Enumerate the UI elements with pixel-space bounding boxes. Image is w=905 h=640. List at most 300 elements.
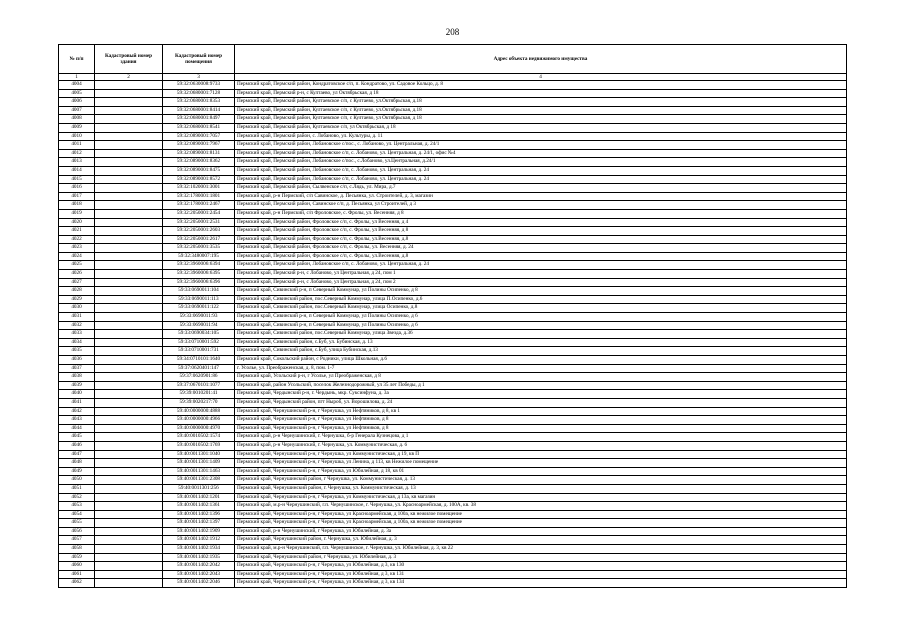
cell-address: Пермский край, Чернушинский район, г. Чернушка, ул. Коммунистическая, д. 13: [235, 484, 847, 493]
cell-cadastral-room: 59:32:0680001:7128: [163, 89, 235, 98]
cell-row-number: 4034: [59, 338, 95, 347]
table-row: [59, 398, 847, 407]
property-registry-table: [58, 44, 847, 588]
cell-row-number: 4055: [59, 519, 95, 528]
cell-cadastral-room: 59:32:3960006:6396: [163, 278, 235, 287]
cell-address: Пермский край, Чернушинский р-н, г Чернушка, ул Юбилейная, д 3, кв 134: [235, 579, 847, 588]
cell-cadastral-room: 59:40:0011402:1361: [163, 502, 235, 511]
cell-address: Пермский край, Пермский район, Лобановское с/п, с. Лобаново, ул. Центральная, д. 24: [235, 166, 847, 175]
table-row: [59, 545, 847, 554]
cell-address: Пермский край, Сивинский район, пос.Северный Коммунар, улица Звезда, д.36: [235, 330, 847, 339]
table-row: [59, 553, 847, 562]
cell-address: Пермский край, Пермский район, Фроловское с/п, с. Фролы, ул.Весенняя, д.8: [235, 235, 847, 244]
cell-cadastral-building: [95, 123, 163, 132]
table-row: [59, 209, 847, 218]
cell-row-number: 4045: [59, 433, 95, 442]
cell-cadastral-building: [95, 295, 163, 304]
cell-row-number: 4009: [59, 123, 95, 132]
cell-cadastral-room: 59:34:0710101:1640: [163, 356, 235, 365]
column-number: 3: [163, 74, 235, 81]
cell-cadastral-room: 59:40:0010502:1769: [163, 441, 235, 450]
cell-cadastral-room: 59:32:2050001:2454: [163, 209, 235, 218]
cell-cadastral-room: 59:32:1780001:2467: [163, 201, 235, 210]
cell-row-number: 4033: [59, 330, 95, 339]
cell-row-number: 4032: [59, 321, 95, 330]
cell-cadastral-building: [95, 441, 163, 450]
cell-row-number: 4062: [59, 579, 95, 588]
table-row: [59, 184, 847, 193]
table-row: [59, 141, 847, 150]
cell-row-number: 4029: [59, 295, 95, 304]
column-number: 2: [95, 74, 163, 81]
cell-row-number: 4042: [59, 407, 95, 416]
cell-address: Пермский край, Чернушинский р-н, г Чернушка, ул Юбилейная, д 18, кв 01: [235, 467, 847, 476]
cell-row-number: 4007: [59, 106, 95, 115]
cell-cadastral-building: [95, 510, 163, 519]
cell-row-number: 4037: [59, 364, 95, 373]
cell-cadastral-room: 59:40:0000000:4970: [163, 424, 235, 433]
page-number: 208: [445, 27, 460, 37]
cell-cadastral-room: 59:40:0011301:1409: [163, 459, 235, 468]
cell-row-number: 4028: [59, 287, 95, 296]
cell-row-number: 4015: [59, 175, 95, 184]
cell-row-number: 4004: [59, 81, 95, 90]
table-row: [59, 416, 847, 425]
cell-cadastral-building: [95, 527, 163, 536]
cell-cadastral-room: 59:32:1780001:1801: [163, 192, 235, 201]
cell-row-number: 4010: [59, 132, 95, 141]
table-row: [59, 89, 847, 98]
cell-cadastral-room: 59:40:0000000:4966: [163, 416, 235, 425]
cell-row-number: 4027: [59, 278, 95, 287]
cell-cadastral-building: [95, 261, 163, 270]
cell-cadastral-building: [95, 536, 163, 545]
cell-address: Пермский край, Пермский район, Култаевское с/п, с Култаево, ул.Октябрьская, д.18: [235, 106, 847, 115]
table-row: [59, 175, 847, 184]
cell-cadastral-building: [95, 373, 163, 382]
table-row: [59, 278, 847, 287]
cell-address: Пермский край, Чернушинский р-н, г Чернушка, ул Нефтяников, д 8, кв 1: [235, 407, 847, 416]
cell-cadastral-room: 59:32:0890001:8475: [163, 166, 235, 175]
cell-row-number: 4021: [59, 227, 95, 236]
cell-cadastral-building: [95, 450, 163, 459]
table-row: [59, 321, 847, 330]
cell-address: Пермский край, р-н Чернушинский, г. Чернушка, б-р Генерала Кузнецова, д 1: [235, 433, 847, 442]
cell-cadastral-building: [95, 356, 163, 365]
table-row: [59, 570, 847, 579]
cell-address: Пермский край, Пермский р-н, с Култаево, ул Октябрьская, д 18: [235, 89, 847, 98]
cell-row-number: 4016: [59, 184, 95, 193]
cell-cadastral-building: [95, 270, 163, 279]
cell-cadastral-room: 59:32:0890001:7967: [163, 141, 235, 150]
column-number-row: [59, 74, 847, 81]
cell-row-number: 4036: [59, 356, 95, 365]
cell-cadastral-room: 59:40:0011301:2308: [163, 476, 235, 485]
table-row: [59, 493, 847, 502]
header-num: № п/п: [59, 45, 95, 74]
cell-row-number: 4008: [59, 115, 95, 124]
cell-cadastral-building: [95, 433, 163, 442]
table-row: [59, 407, 847, 416]
table-row: [59, 201, 847, 210]
cell-address: Пермский край, Сивинский район, пос.Северный Коммунар, улица П.Осипенко, д.6: [235, 295, 847, 304]
cell-cadastral-building: [95, 570, 163, 579]
cell-address: Пермский край, Пермский район, Култаевское с/п, с Култаево, ул.Октябрьская, д.18: [235, 98, 847, 107]
cell-cadastral-building: [95, 184, 163, 193]
cell-cadastral-building: [95, 227, 163, 236]
cell-address: Пермский край, Чердынский р-н, г. Чердынь, мкр. Суксинфуна, д. 3а: [235, 390, 847, 399]
table-row: [59, 270, 847, 279]
cell-row-number: 4058: [59, 545, 95, 554]
table-row: [59, 527, 847, 536]
cell-cadastral-room: 59:32:0680001:8353: [163, 98, 235, 107]
cell-address: Пермский край, Пермский район, Лобановское с/пос., с.Лобаново, ул.Центральная, д.24/1: [235, 158, 847, 167]
cell-cadastral-room: 59:40:0011301:1040: [163, 450, 235, 459]
cell-address: г. Усолье, ул. Преображенская, д. 8, пом. 1-7: [235, 364, 847, 373]
cell-cadastral-room: 59:40:0011402:1909: [163, 527, 235, 536]
cell-row-number: 4031: [59, 313, 95, 322]
cell-cadastral-building: [95, 347, 163, 356]
cell-address: Пермский край, Чернушинский р-н, г Чернушка, ул Нефтяников, д 8: [235, 416, 847, 425]
table-row: [59, 132, 847, 141]
table-row: [59, 244, 847, 253]
cell-row-number: 4020: [59, 218, 95, 227]
cell-cadastral-room: 59:32:2050001:3535: [163, 244, 235, 253]
cell-address: Пермский край, Чернушинский р-н, г Чернушка, ул Юбилейная, д 3, кв 130: [235, 562, 847, 571]
cell-address: Пермский край, р-н Чернушинский, г Чернушка, ул Юбилейная, д. 3а: [235, 527, 847, 536]
cell-cadastral-room: 59:32:3960006:6394: [163, 261, 235, 270]
cell-row-number: 4047: [59, 450, 95, 459]
cell-row-number: 4051: [59, 484, 95, 493]
table-row: [59, 441, 847, 450]
cell-address: Пермский край, Пермский район, Лобановское с/п, с. Лобаново, ул. Центральная, д. 24: [235, 175, 847, 184]
table-row: [59, 166, 847, 175]
table-body: [59, 81, 847, 588]
cell-cadastral-building: [95, 321, 163, 330]
cell-row-number: 4052: [59, 493, 95, 502]
cell-address: Пермский край, Чернушинский р-н, г Чернушка, ул Коммунистическая, д 13а, кв магазин: [235, 493, 847, 502]
cell-cadastral-building: [95, 553, 163, 562]
cell-cadastral-building: [95, 106, 163, 115]
cell-cadastral-building: [95, 390, 163, 399]
cell-cadastral-room: 59:32:2050001:2617: [163, 235, 235, 244]
table-row: [59, 295, 847, 304]
cell-row-number: 4026: [59, 270, 95, 279]
table-row: [59, 123, 847, 132]
cell-cadastral-room: 59:32:0890001:8362: [163, 158, 235, 167]
table-row: [59, 287, 847, 296]
cell-cadastral-room: 59:33:0690011:93: [163, 313, 235, 322]
cell-row-number: 4056: [59, 527, 95, 536]
cell-cadastral-building: [95, 313, 163, 322]
cell-row-number: 4019: [59, 209, 95, 218]
cell-address: Пермский край, Пермский район, Фроловское с/п, с. Фролы, ул.Весенняя, д.8: [235, 252, 847, 261]
cell-address: Пермский край, Пермский р-н, с Лобаново, ул Центральная, д 24, пом 2: [235, 278, 847, 287]
cell-cadastral-room: 59:40:0011402:1397: [163, 519, 235, 528]
cell-cadastral-building: [95, 416, 163, 425]
cell-cadastral-building: [95, 459, 163, 468]
header-cadastral-room: Кадастровый номер помещения: [163, 45, 235, 74]
cell-row-number: 4054: [59, 510, 95, 519]
cell-cadastral-building: [95, 166, 163, 175]
cell-row-number: 4043: [59, 416, 95, 425]
cell-cadastral-building: [95, 218, 163, 227]
cell-cadastral-building: [95, 287, 163, 296]
table-row: [59, 373, 847, 382]
cell-address: Пермский край, Пермский район, Култаевское с/п, ул Октябрьская, д 18: [235, 123, 847, 132]
cell-cadastral-building: [95, 502, 163, 511]
cell-cadastral-room: 59:37:0620901:86: [163, 373, 235, 382]
table-row: [59, 356, 847, 365]
cell-cadastral-room: 59:32:0890001:8572: [163, 175, 235, 184]
cell-cadastral-room: 59:40:0011301:256: [163, 484, 235, 493]
table-row: [59, 502, 847, 511]
cell-cadastral-room: 59:40:0011402:1912: [163, 536, 235, 545]
table-row: [59, 115, 847, 124]
cell-cadastral-room: 59:40:0000000:4888: [163, 407, 235, 416]
cell-row-number: 4046: [59, 441, 95, 450]
cell-address: Пермский край, Пермский район, Савинское с/п, д. Песьянка, ул Строителей, д 3: [235, 201, 847, 210]
cell-cadastral-room: 59:33:0690034:105: [163, 330, 235, 339]
cell-row-number: 4012: [59, 149, 95, 158]
cell-address: Пермский край, Сивинский район, пос.Северный Коммунар, улица Осипенко, д.8: [235, 304, 847, 313]
table-row: [59, 433, 847, 442]
table-row: [59, 459, 847, 468]
cell-address: Пермский край, Чернушинский р-н, г Чернушка, ул Коммунистическая, д 19, кв П: [235, 450, 847, 459]
table-row: [59, 261, 847, 270]
cell-address: Пермский край, Пермский район, Фроловское с/п, с. Фролы, ул. Весенняя, д. 24: [235, 244, 847, 253]
cell-cadastral-room: 59:33:0690011:94: [163, 321, 235, 330]
table-row: [59, 579, 847, 588]
cell-cadastral-building: [95, 115, 163, 124]
cell-address: Пермский край, Сивинский район, с.Буб, улица Бубинская, д.13: [235, 347, 847, 356]
cell-cadastral-building: [95, 278, 163, 287]
table-row: [59, 235, 847, 244]
cell-cadastral-building: [95, 201, 163, 210]
cell-row-number: 4006: [59, 98, 95, 107]
cell-address: Пермский край, Чернушинский р-н, г Чернушка, ул Красноармейская, д 100а, кв нежилое помещение: [235, 510, 847, 519]
table-row: [59, 252, 847, 261]
cell-cadastral-building: [95, 579, 163, 588]
cell-address: Пермский край, Чернушинский район, г Чернушка, ул. Юбилейная, д. 3: [235, 553, 847, 562]
cell-address: Пермский край, Сивинский р-н, п Северный Коммунар, ул Полины Осипенко, д 6: [235, 313, 847, 322]
cell-cadastral-building: [95, 192, 163, 201]
cell-cadastral-room: 59:33:0690011:113: [163, 295, 235, 304]
cell-row-number: 4030: [59, 304, 95, 313]
cell-cadastral-building: [95, 338, 163, 347]
table-row: [59, 218, 847, 227]
cell-cadastral-room: 59:40:0011301:1463: [163, 467, 235, 476]
cell-cadastral-building: [95, 407, 163, 416]
table-row: [59, 347, 847, 356]
cell-row-number: 4053: [59, 502, 95, 511]
cell-row-number: 4038: [59, 373, 95, 382]
cell-cadastral-building: [95, 330, 163, 339]
cell-cadastral-building: [95, 519, 163, 528]
table-row: [59, 304, 847, 313]
cell-cadastral-room: 59:40:0011402:1934: [163, 545, 235, 554]
cell-cadastral-room: 59:32:0680001:8497: [163, 115, 235, 124]
table-row: [59, 98, 847, 107]
column-number: 1: [59, 74, 95, 81]
cell-row-number: 4039: [59, 381, 95, 390]
cell-cadastral-room: 59:32:0890001:7057: [163, 132, 235, 141]
cell-address: Пермский край, м.р-н Чернушинский, г.п. Чернушинское, г. Чернушка, ул. Юбилейная, д. 3, кв 22: [235, 545, 847, 554]
cell-cadastral-building: [95, 149, 163, 158]
cell-row-number: 4014: [59, 166, 95, 175]
cell-cadastral-room: 59:40:0011402:1396: [163, 510, 235, 519]
cell-row-number: 4044: [59, 424, 95, 433]
cell-address: Пермский край, р-н Пермский, с/п Фроловское, с. Фролы, ул. Весенняя, д 8: [235, 209, 847, 218]
cell-address: Пермский край, р-н Чернушинский, г. Чернушка, ул. Коммунистическая, д. 6: [235, 441, 847, 450]
cell-cadastral-building: [95, 484, 163, 493]
cell-cadastral-building: [95, 252, 163, 261]
table-row: [59, 467, 847, 476]
cell-row-number: 4040: [59, 390, 95, 399]
cell-address: Пермский край, Сивинский р-н, п Северный Коммунар, ул Полины Осипенко, д 6: [235, 321, 847, 330]
table-row: [59, 338, 847, 347]
cell-cadastral-room: 59:40:0011402:1201: [163, 493, 235, 502]
table-row: [59, 562, 847, 571]
cell-cadastral-building: [95, 424, 163, 433]
table-header-row: [59, 45, 847, 74]
cell-row-number: 4035: [59, 347, 95, 356]
cell-cadastral-room: 59:32:3960006:6395: [163, 270, 235, 279]
cell-address: Пермский край, Пермский район, Кондратовское с/п, п. Кондратово, ул. Садовое Кольцо, д. 8: [235, 81, 847, 90]
cell-row-number: 4050: [59, 476, 95, 485]
header-cadastral-building: Кадастровый номер здания: [95, 45, 163, 74]
cell-row-number: 4060: [59, 562, 95, 571]
cell-cadastral-room: 59:32:3480007:195: [163, 252, 235, 261]
cell-cadastral-building: [95, 398, 163, 407]
cell-cadastral-building: [95, 81, 163, 90]
cell-cadastral-building: [95, 476, 163, 485]
table-row: [59, 424, 847, 433]
table-row: [59, 313, 847, 322]
column-number: 4: [235, 74, 847, 81]
cell-cadastral-building: [95, 493, 163, 502]
cell-row-number: 4023: [59, 244, 95, 253]
cell-address: Пермский край, Пермский район, Лобановское с/п, с. Лобаново, ул. Центральная, д. 24/1, офис №4: [235, 149, 847, 158]
cell-address: Пермский край, р-н Пермский, с/п Савинское, д. Песьянка, ул. Строителей, д. 3, магазин: [235, 192, 847, 201]
cell-address: Пермский край, Пермский район, Сылвенское с/п, с.Лядь, ул. Мира, д.7: [235, 184, 847, 193]
cell-address: Пермский край, Чернушинский район, г Чернушка, ул. Коммунистическая, д. 13: [235, 476, 847, 485]
cell-cadastral-building: [95, 158, 163, 167]
cell-row-number: 4005: [59, 89, 95, 98]
table-row: [59, 381, 847, 390]
cell-address: Пермский край, Чернушинский р-н, г Чернушка, ул Нефтяников, д 8: [235, 424, 847, 433]
cell-cadastral-building: [95, 141, 163, 150]
table-row: [59, 192, 847, 201]
table-row: [59, 227, 847, 236]
cell-address: Пермский край, район Усольский, поселок Железнодорожный, ул 35 лет Победы, д 1: [235, 381, 847, 390]
cell-address: Пермский край, Пермский район, с. Лобаново, ул. Культуры, д. 11: [235, 132, 847, 141]
cell-address: Пермский край, Чернушинский район, г. Чернушка, ул. Юбилейная, д. 3: [235, 536, 847, 545]
cell-row-number: 4048: [59, 459, 95, 468]
cell-cadastral-room: 59:32:1020001:3001: [163, 184, 235, 193]
cell-cadastral-room: 59:40:0011402:2043: [163, 570, 235, 579]
cell-address: Пермский край, м.р-н Чернушинский, г.п. Чернушинское, г. Чернушка, ул. Красноармейская, д. 100А, кв. 38: [235, 502, 847, 511]
cell-row-number: 4018: [59, 201, 95, 210]
cell-row-number: 4025: [59, 261, 95, 270]
cell-cadastral-building: [95, 562, 163, 571]
cell-cadastral-room: 59:32:2050001:2531: [163, 218, 235, 227]
cell-row-number: 4057: [59, 536, 95, 545]
cell-address: Пермский край, Чернушинский р-н, г Чернушка, ул Ленина, д 113, кв Нежилое помещение: [235, 459, 847, 468]
cell-cadastral-building: [95, 304, 163, 313]
cell-address: Пермский край, Сивинский район, с.Буб, ул. Бубинская, д. 13: [235, 338, 847, 347]
table-row: [59, 390, 847, 399]
table-row: [59, 149, 847, 158]
table-row: [59, 330, 847, 339]
cell-row-number: 4013: [59, 158, 95, 167]
cell-address: Пермский край, Чернушинский р-н, г Чернушка, ул Юбилейная, д 3, кв 131: [235, 570, 847, 579]
cell-cadastral-room: 59:32:2050001:2603: [163, 227, 235, 236]
cell-address: Пермский край, Пермский район, Фроловское с/п, с. Фролы, ул Весенняя, д 4: [235, 218, 847, 227]
cell-cadastral-room: 59:40:0011402:1935: [163, 553, 235, 562]
cell-cadastral-room: 59:33:0710001:592: [163, 338, 235, 347]
cell-row-number: 4049: [59, 467, 95, 476]
cell-row-number: 4022: [59, 235, 95, 244]
cell-cadastral-building: [95, 244, 163, 253]
cell-cadastral-room: 59:40:0011402:2046: [163, 579, 235, 588]
cell-cadastral-building: [95, 235, 163, 244]
table-row: [59, 510, 847, 519]
cell-cadastral-room: 59:37:0670101:1077: [163, 381, 235, 390]
cell-cadastral-room: 59:40:0010502:1574: [163, 433, 235, 442]
cell-row-number: 4041: [59, 398, 95, 407]
cell-cadastral-building: [95, 132, 163, 141]
table-row: [59, 81, 847, 90]
cell-row-number: 4011: [59, 141, 95, 150]
cell-row-number: 4017: [59, 192, 95, 201]
cell-cadastral-room: 59:33:0710001:731: [163, 347, 235, 356]
cell-address: Пермский край, Пермский район, Лобановское с/пос., с. Лобаново, ул. Центральная, д. 24/1: [235, 141, 847, 150]
table-row: [59, 158, 847, 167]
cell-row-number: 4059: [59, 553, 95, 562]
cell-cadastral-room: 59:32:0630008:9733: [163, 81, 235, 90]
cell-cadastral-building: [95, 175, 163, 184]
cell-address: Пермский край, Сивинский р-н, п Северный Коммунар, ул Полины Осипенко, д 8: [235, 287, 847, 296]
cell-cadastral-room: 59:33:0690011:122: [163, 304, 235, 313]
cell-row-number: 4024: [59, 252, 95, 261]
table-row: [59, 364, 847, 373]
table-row: [59, 519, 847, 528]
cell-cadastral-room: 59:32:0680001:8541: [163, 123, 235, 132]
cell-cadastral-room: 59:40:0011402:2042: [163, 562, 235, 571]
cell-cadastral-building: [95, 209, 163, 218]
cell-cadastral-building: [95, 545, 163, 554]
cell-address: Пермский край, Сокольский район, с Родники, улица Школьная, д.6: [235, 356, 847, 365]
cell-address: Пермский край, Чердынский район, пгт Ныроб, ул. Ворошилова, д. 24: [235, 398, 847, 407]
cell-address: Пермский край, Пермский район, Лобановское с/п, с. Лобаново, ул. Центральная, д. 24: [235, 261, 847, 270]
cell-cadastral-room: 59:33:0690011:104: [163, 287, 235, 296]
cell-cadastral-room: 59:37:0620401:147: [163, 364, 235, 373]
cell-cadastral-room: 59:39:0020217:70: [163, 398, 235, 407]
cell-cadastral-room: 59:32:0890001:8131: [163, 149, 235, 158]
cell-cadastral-building: [95, 98, 163, 107]
table-row: [59, 450, 847, 459]
cell-row-number: 4061: [59, 570, 95, 579]
cell-cadastral-building: [95, 364, 163, 373]
cell-address: Пермский край, Пермский район, Фроловское с/п, с. Фролы, ул Весенняя, д 8: [235, 227, 847, 236]
cell-address: Пермский край, Усольский р-н, г Усолье, ул Преображенская, д 8: [235, 373, 847, 382]
table-row: [59, 484, 847, 493]
cell-address: Пермский край, Чернушинский р-н, г Чернушка, ул Красноармейская, д 100а, кв нежилое помещение: [235, 519, 847, 528]
header-address: Адрес объекта недвижимого имущества: [235, 45, 847, 74]
table-row: [59, 536, 847, 545]
cell-cadastral-building: [95, 89, 163, 98]
